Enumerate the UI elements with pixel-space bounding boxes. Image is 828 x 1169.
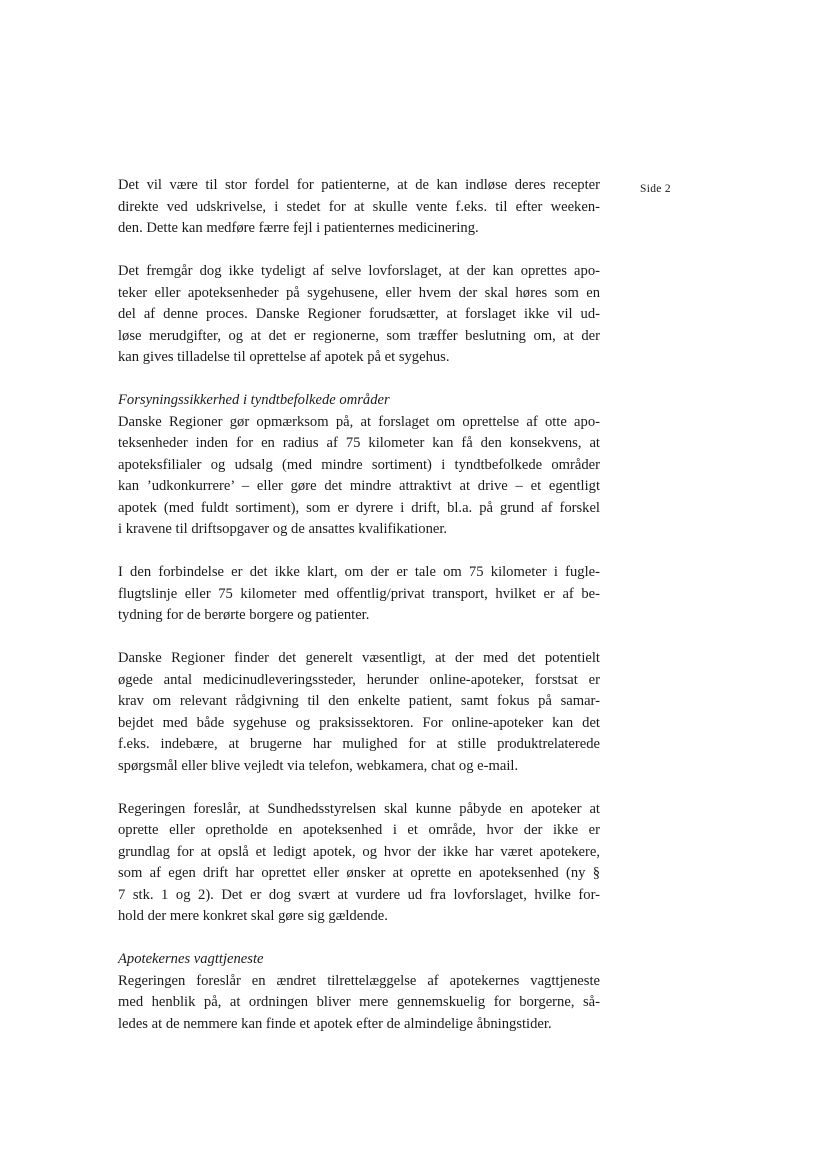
text-line: Det vil være til stor fordel for patienterne, at de kan indløse deres recepter — [118, 177, 600, 193]
text-line: teksenheder inden for en radius af 75 kilometer kan få den konsekvens, at — [118, 435, 600, 451]
text-line: flugtslinje eller 75 kilometer med offentlig/privat transport, hvilket er af be- — [118, 585, 600, 602]
paragraph-1 — [118, 175, 600, 240]
text-line: den. Dette kan medføre færre fejl i patienternes medicinering. — [118, 220, 479, 236]
text-line: Regeringen foreslår en ændret tilrettelæggelse af apotekernes vagttjeneste — [118, 972, 600, 989]
text-line: løse merudgifter, og at det er regionerne, som træffer beslutning om, at der — [118, 327, 600, 344]
text-line: direkte ved udskrivelse, i stedet for at skulle vente f.eks. til efter weeken- — [118, 198, 600, 215]
paragraph-4 — [118, 562, 600, 627]
text-line: Danske Regioner finder det generelt væsentligt, at der med det potentielt — [118, 650, 600, 666]
text-line: Det fremgår dog ikke tydeligt af selve lovforslaget, at der kan oprettes apo- — [118, 263, 600, 279]
text-line: med henblik på, at ordningen bliver mere gennemskuelig for borgerne, så- — [118, 994, 600, 1010]
text-line: I den forbindelse er det ikke klart, om der er tale om 75 kilometer i fugle- — [118, 564, 600, 580]
paragraph-3 — [118, 412, 600, 541]
text-line: øgede antal medicinudleveringssteder, herunder online-apoteker, forstsat er — [118, 671, 600, 688]
text-line: som af egen drift har oprettet eller ønsker at oprette en apoteksenhed (ny § — [118, 865, 600, 881]
text-line: hold der mere konkret skal gøre sig gældende. — [118, 908, 388, 924]
text-line: bejdet med både sygehuse og praksissektoren. For online-apoteker kan det — [118, 714, 600, 731]
text-line: 7 stk. 1 og 2). Det er dog svært at vurdere ud fra lovforslaget, hvilke for- — [118, 886, 600, 903]
text-line: del af denne proces. Danske Regioner forudsætter, at forslaget ikke vil ud- — [118, 306, 600, 322]
page-number-label: Side 2 — [640, 183, 671, 195]
paragraph-2 — [118, 261, 600, 369]
text-line: i kravene til driftsopgaver og de ansattes kvalifikationer. — [118, 521, 448, 537]
section-heading-forsyningssikkerhed: Forsyningssikkerhed i tyndtbefolkede områder — [118, 392, 390, 408]
text-line: apoteksfilialer og udsalg (med mindre sortiment) i tyndtbefolkede områder — [118, 456, 600, 473]
text-line: kan gives tilladelse til oprettelse af apotek på et sygehus. — [118, 349, 450, 365]
text-line: grundlag for at opslå et ledigt apotek, og hvor der ikke har været apotekere, — [118, 843, 600, 860]
paragraph-7 — [118, 971, 600, 1036]
paragraph-5 — [118, 648, 600, 777]
text-line: tydning for de berørte borgere og patienter. — [118, 607, 370, 623]
text-line: oprette eller opretholde en apoteksenhed i et område, hvor der ikke er — [118, 822, 600, 838]
text-line: teker eller apoteksenheder på sygehusene, eller hvem der skal høres som en — [118, 284, 600, 301]
text-line: Danske Regioner gør opmærksom på, at forslaget om oprettelse af otte apo- — [118, 413, 600, 430]
paragraph-6 — [118, 799, 600, 928]
document-body — [118, 175, 600, 1035]
section-heading-vagttjeneste: Apotekernes vagttjeneste — [118, 951, 264, 967]
text-line: Regeringen foreslår, at Sundhedsstyrelsen skal kunne påbyde en apoteker at — [118, 800, 600, 817]
text-line: kan ’udkonkurrere’ – eller gøre det mindre attraktivt at drive – et egentligt — [118, 478, 600, 494]
text-line: f.eks. indebære, at brugerne har mulighed for at stille produktrelaterede — [118, 736, 600, 752]
text-line: krav om relevant rådgivning til den enkelte patient, samt fokus på samar- — [118, 693, 600, 709]
text-line: ledes at de nemmere kan finde et apotek efter de almindelige åbningstider. — [118, 1015, 552, 1032]
text-line: spørgsmål eller blive vejledt via telefon, webkamera, chat og e-mail. — [118, 757, 519, 774]
text-line: apotek (med fuldt sortiment), som er dyrere i drift, bl.a. på grund af forskel — [118, 499, 600, 516]
